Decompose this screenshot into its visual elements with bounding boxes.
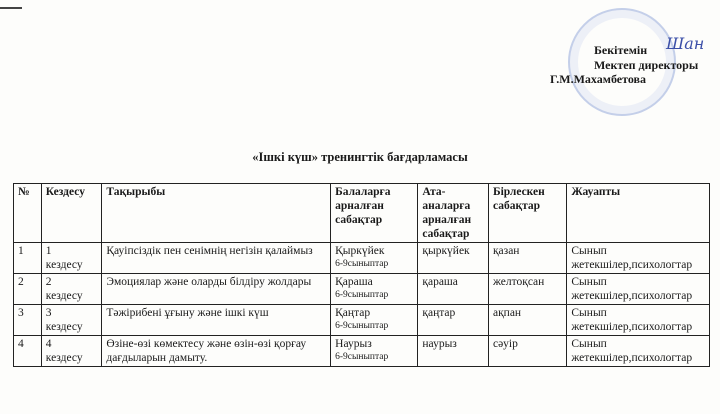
table-row <box>14 305 710 336</box>
cell-joint: ақпан <box>488 305 566 336</box>
top-rule-line <box>0 7 22 9</box>
cell-num: 2 <box>14 274 42 305</box>
cell-parents: қаңтар <box>418 305 489 336</box>
signature: Шан <box>666 34 705 53</box>
kids-month: Қыркүйек <box>335 245 385 257</box>
approval-label: Бекітемін <box>594 43 648 57</box>
cell-topic: Тәжірибені ұғыну және ішкі күш <box>102 305 331 336</box>
kids-grades: 6-9сыныптар <box>335 321 389 331</box>
meeting-number: 3 <box>45 307 52 319</box>
cell-meeting <box>41 274 102 305</box>
cell-responsible: Сынып жетекшілер,психологтар <box>567 243 710 274</box>
approval-name: Г.М.Махамбетова <box>550 72 647 86</box>
kids-grades: 6-9сыныптар <box>335 352 389 362</box>
cell-joint: сәуір <box>488 336 566 367</box>
meeting-number: 1 <box>45 245 52 257</box>
kids-month: Қаңтар <box>335 307 371 319</box>
table-row <box>14 243 710 274</box>
meeting-label: кездесу <box>45 352 83 364</box>
program-table <box>13 183 710 367</box>
cell-joint: желтоқсан <box>488 274 566 305</box>
cell-meeting <box>41 305 102 336</box>
cell-meeting <box>41 336 102 367</box>
header-kids-lessons: Балаларға арналған сабақтар <box>331 184 418 243</box>
document-title: «Ішкі күш» тренингтік бағдарламасы <box>252 150 468 164</box>
header-num: № <box>14 184 42 243</box>
header-responsible: Жауапты <box>567 184 710 243</box>
approval-block <box>548 34 720 104</box>
cell-kids <box>331 305 418 336</box>
cell-kids <box>331 243 418 274</box>
meeting-label: кездесу <box>45 290 83 302</box>
cell-joint: қазан <box>488 243 566 274</box>
cell-responsible: Сынып жетекшілер,психологтар <box>567 274 710 305</box>
cell-responsible: Сынып жетекшілер,психологтар <box>567 305 710 336</box>
cell-topic: Қауіпсіздік пен сенімнің негізін қалаймыз <box>102 243 331 274</box>
meeting-number: 4 <box>45 338 52 350</box>
header-meeting: Кездесу <box>41 184 102 243</box>
table-row <box>14 336 710 367</box>
table-row <box>14 274 710 305</box>
approval-position: Мектеп директоры <box>594 58 699 72</box>
kids-grades: 6-9сыныптар <box>335 290 389 300</box>
cell-topic: Өзіне-өзі көмектесу және өзін-өзі қорғау дағдыларын дамыту. <box>102 336 331 367</box>
cell-num: 3 <box>14 305 42 336</box>
header-joint-lessons: Бірлескен сабақтар <box>488 184 566 243</box>
meeting-label: кездесу <box>45 321 83 333</box>
table-header-row <box>14 184 710 243</box>
cell-topic: Эмоциялар және оларды білдіру жолдары <box>102 274 331 305</box>
header-topic: Тақырыбы <box>102 184 331 243</box>
kids-grades: 6-9сыныптар <box>335 259 389 269</box>
cell-kids <box>331 274 418 305</box>
cell-parents: наурыз <box>418 336 489 367</box>
kids-month: Наурыз <box>335 338 372 350</box>
cell-responsible: Сынып жетекшілер,психологтар <box>567 336 710 367</box>
meeting-number: 2 <box>45 276 52 288</box>
cell-kids <box>331 336 418 367</box>
kids-month: Қараша <box>335 276 373 288</box>
cell-num: 1 <box>14 243 42 274</box>
header-parents-lessons: Ата-аналарға арналған сабақтар <box>418 184 489 243</box>
cell-parents: қараша <box>418 274 489 305</box>
cell-parents: қыркүйек <box>418 243 489 274</box>
cell-num: 4 <box>14 336 42 367</box>
meeting-label: кездесу <box>45 259 83 271</box>
cell-meeting <box>41 243 102 274</box>
